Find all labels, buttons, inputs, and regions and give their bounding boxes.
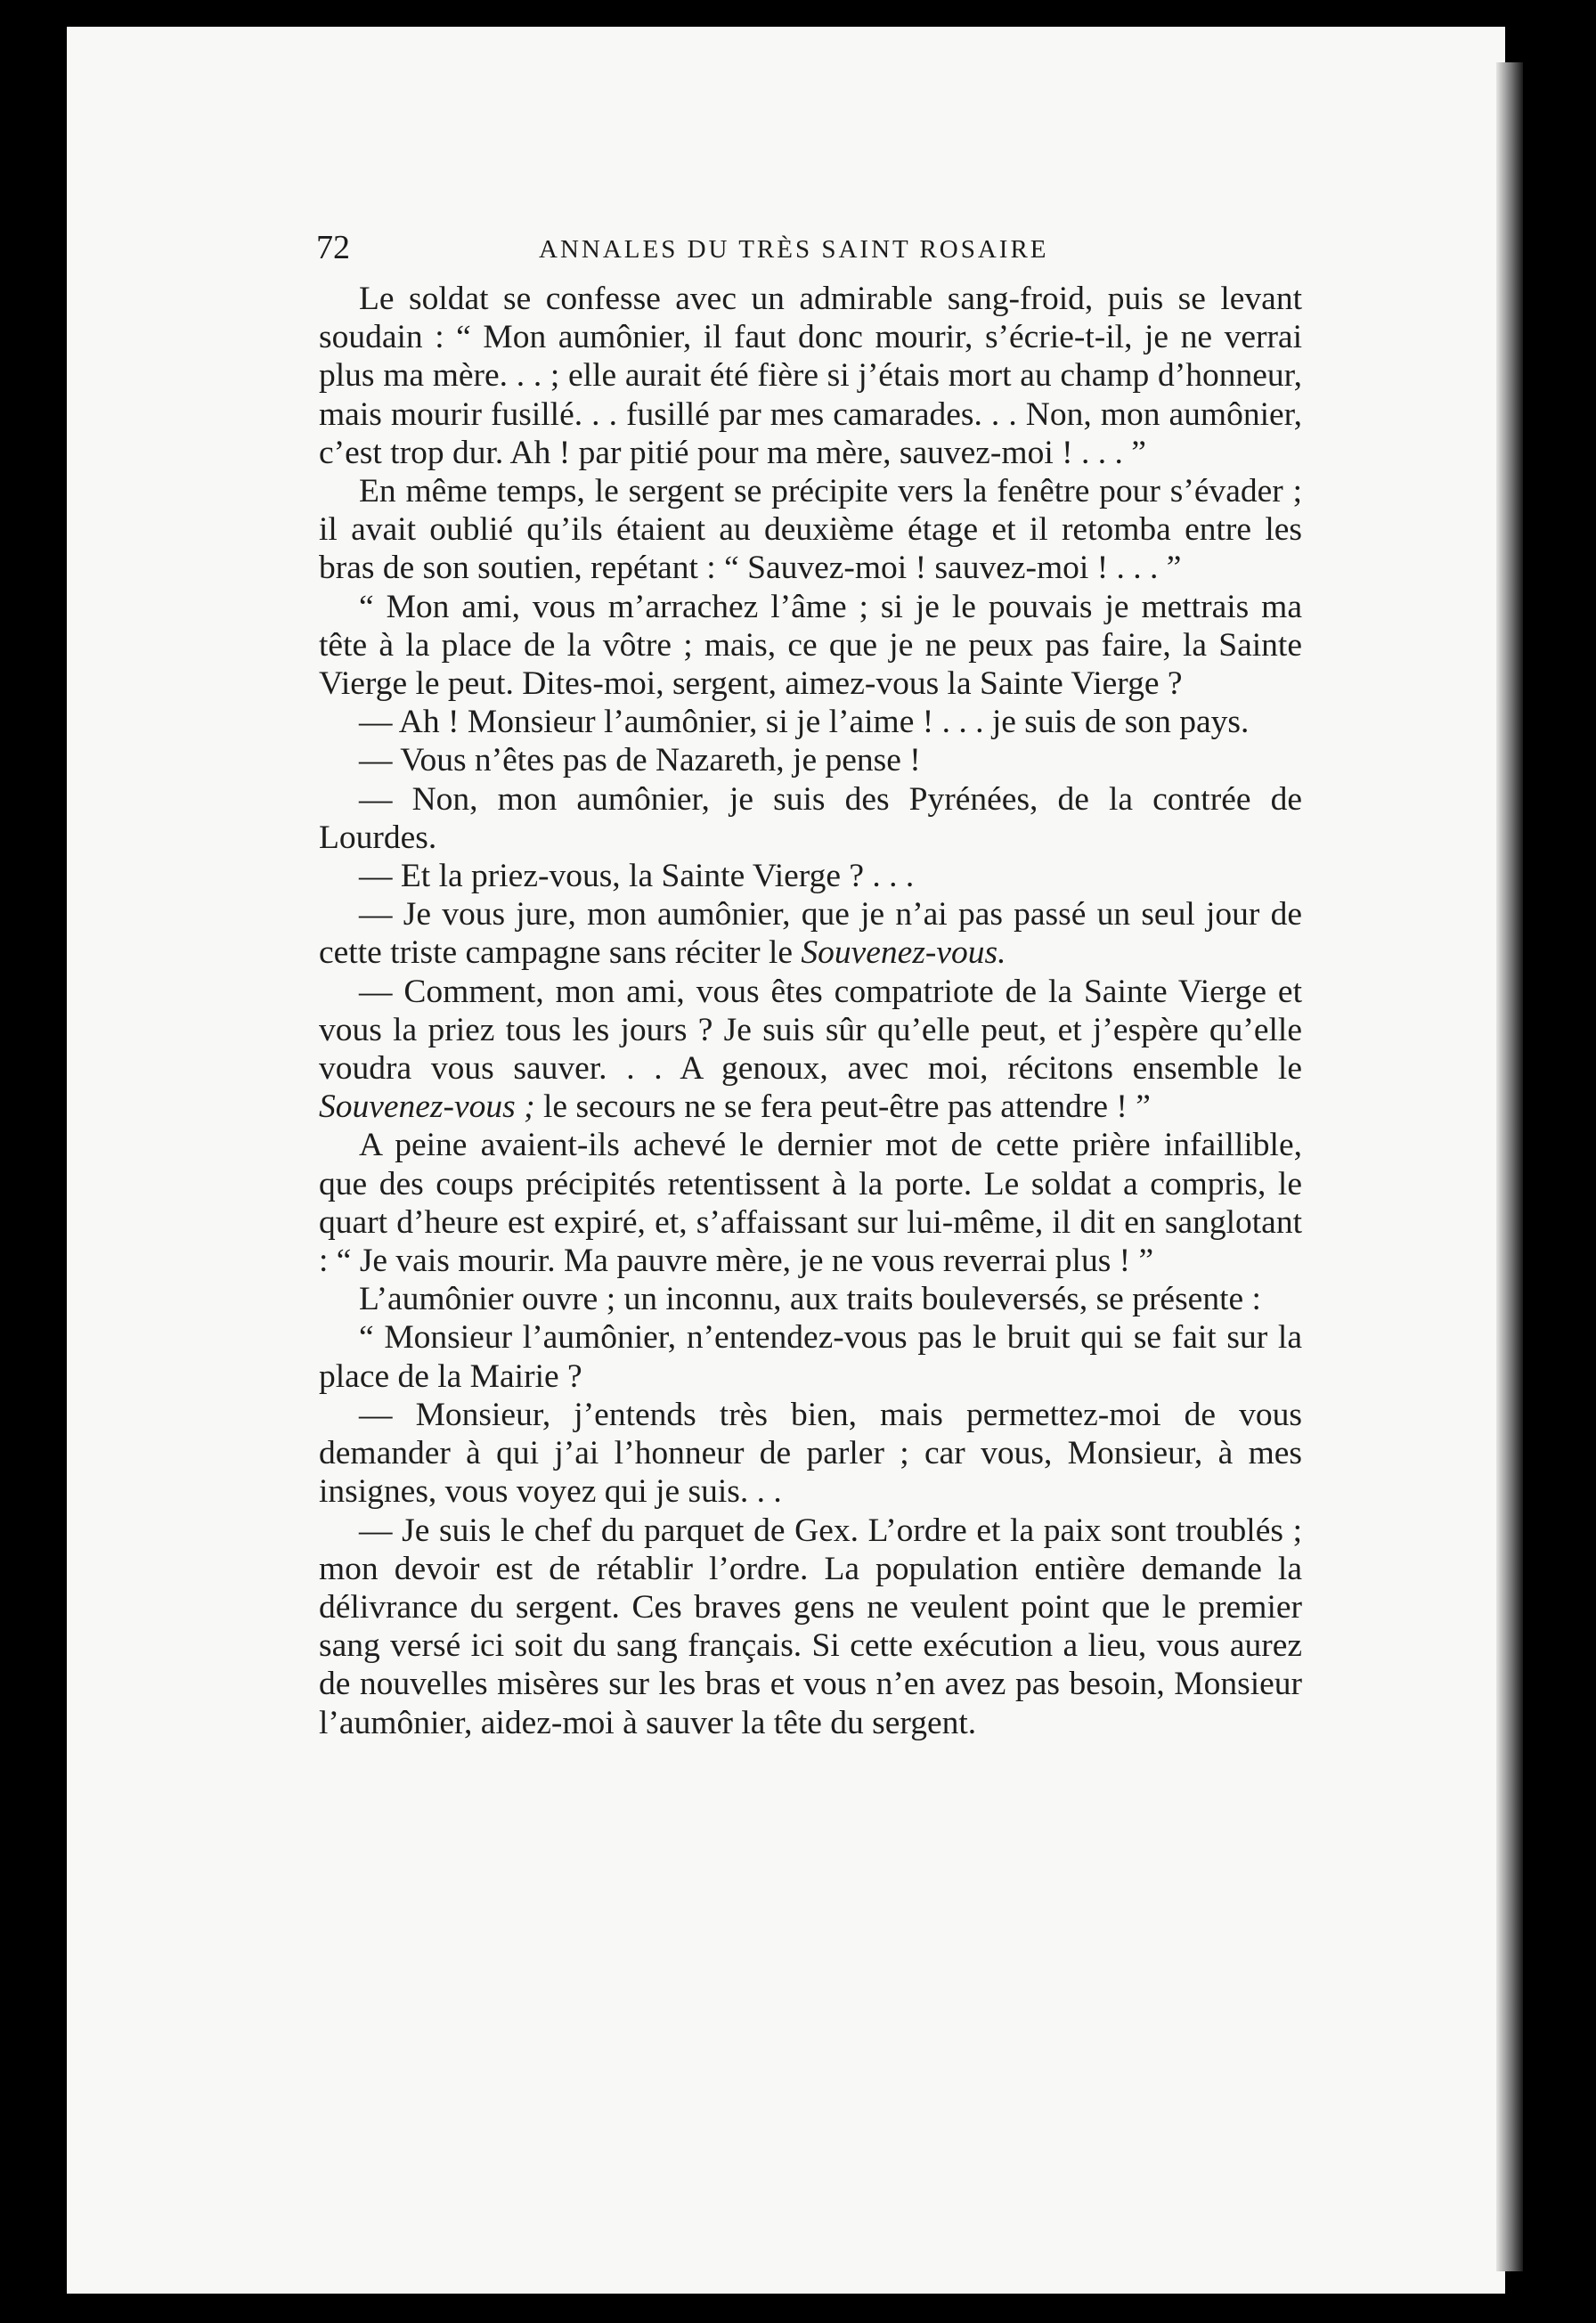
paragraph: L’aumônier ouvre ; un inconnu, aux traits bouleversés, se présente :: [359, 1281, 1261, 1318]
paragraph: — Je suis le chef du parquet de Gex. L’ordre et la paix sont troublés ; mon devoir est de rétablir l’ordre. La population entière demande la délivrance du sergent. Ces braves gens ne veulent point que le premier sang versé ici soit du sang français. Si cette exécution a lieu, vous aurez de nouvelles misères sur les bras et vous n’en avez pas besoin, Monsieur l’aumônier, aidez-moi à sauver la tête du sergent.: [319, 1512, 1302, 1741]
body-text: [319, 280, 1302, 1742]
paragraph: “ Monsieur l’aumônier, n’entendez-vous pas le bruit qui se fait sur la place de la Mairie ?: [319, 1319, 1302, 1395]
paragraph: En même temps, le sergent se précipite vers la fenêtre pour s’évader ; il avait oublié qu’ils étaient au deuxième étage et il retomba entre les bras de son soutien, repétant : “ Sauvez-moi ! sauvez-moi ! . . . ”: [319, 473, 1302, 587]
paragraph: — Ah ! Monsieur l’aumônier, si je l’aime ! . . . je suis de son pays.: [359, 704, 1250, 741]
paragraph: “ Mon ami, vous m’arrachez l’âme ; si je le pouvais je mettrais ma tête à la place de la vôtre ; mais, ce que je ne peux pas faire, la Sainte Vierge le peut. Dites-moi, sergent, aimez-vous la Sainte Vierge ?: [319, 588, 1302, 703]
paragraph: [319, 973, 1302, 1127]
running-title: ANNALES DU TRÈS SAINT ROSAIRE: [539, 235, 1049, 264]
paragraph-text: le secours ne se fera peut-être pas attendre ! ”: [534, 1088, 1151, 1126]
paragraph: — Vous n’êtes pas de Nazareth, je pense !: [359, 742, 921, 779]
prayer-title: Souvenez-vous.: [801, 934, 1006, 972]
paragraph: [319, 895, 1302, 972]
paragraph: A peine avaient-ils achevé le dernier mot de cette prière infaillible, que des coups précipités retentissent à la porte. Le soldat a compris, le quart d’heure est expiré, et, s’affaissant sur lui-même, il dit en sanglotant : “ Je vais mourir. Ma pauvre mère, je ne vous reverrai plus ! ”: [319, 1127, 1302, 1280]
paragraph-text: — Je vous jure, mon aumônier, que je n’ai pas passé un seul jour de cette triste campagne sans réciter le: [319, 896, 1302, 972]
page-edge-shadow: [1496, 62, 1523, 2271]
paragraph: — Et la priez-vous, la Sainte Vierge ? . . .: [359, 858, 915, 895]
paragraph-text: — Comment, mon ami, vous êtes compatriote de la Sainte Vierge et vous la priez tous les jours ? Je suis sûr qu’elle peut, et j’espère qu’elle voudra vous sauver. . . A genoux, avec moi, récitons ensemble le: [319, 973, 1302, 1088]
prayer-title: Souvenez-vous ;: [319, 1088, 535, 1126]
paragraph: — Non, mon aumônier, je suis des Pyrénées, de la contrée de Lourdes.: [319, 780, 1302, 856]
paragraph: — Monsieur, j’entends très bien, mais permettez-moi de vous demander à qui j’ai l’honneur de parler ; car vous, Monsieur, à mes insignes, vous voyez qui je suis. . .: [319, 1396, 1302, 1511]
page-number: 72: [316, 229, 350, 266]
page-header: [316, 230, 1287, 265]
paragraph: Le soldat se confesse avec un admirable sang-froid, puis se levant soudain : “ Mon aumônier, il faut donc mourir, s’écrie-t-il, je ne verrai plus ma mère. . . ; elle aurait été fière si j’étais mort au champ d’honneur, mais mourir fusillé. . . fusillé par mes camarades. . . Non, mon aumônier, c’est trop dur. Ah ! par pitié pour ma mère, sauvez-moi ! . . . ”: [319, 281, 1302, 471]
